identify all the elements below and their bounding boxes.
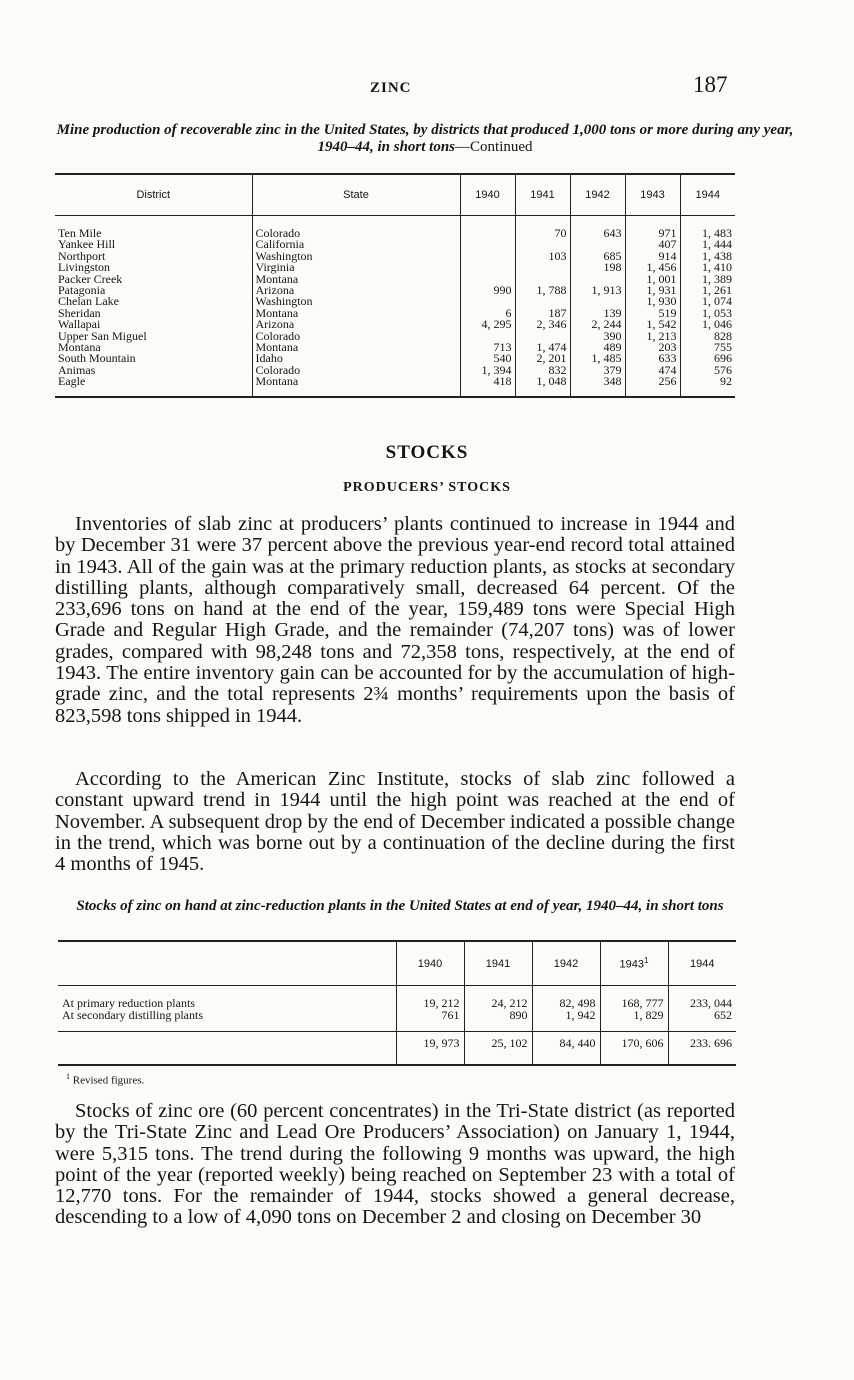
t2-col-1943-footnote-mark: 1 bbox=[644, 956, 649, 966]
value-cell: 643 bbox=[570, 216, 625, 240]
stock-value-cell: 82, 498 bbox=[532, 986, 600, 1010]
table2-body bbox=[58, 986, 736, 1065]
totals-row bbox=[58, 1032, 736, 1065]
value-cell: 187 bbox=[515, 308, 570, 319]
value-cell: 1, 046 bbox=[680, 319, 735, 330]
footnote-text: Revised figures. bbox=[72, 1074, 145, 1087]
value-cell: 914 bbox=[625, 251, 680, 262]
stocks-table bbox=[58, 940, 736, 1066]
t2-col-label bbox=[58, 941, 396, 986]
value-cell: 418 bbox=[460, 376, 515, 396]
value-cell: 971 bbox=[625, 216, 680, 240]
value-cell bbox=[515, 262, 570, 273]
table-row bbox=[55, 251, 735, 262]
stock-value-cell: 1, 942 bbox=[532, 1010, 600, 1032]
table-row bbox=[55, 342, 735, 353]
value-cell: 70 bbox=[515, 216, 570, 240]
value-cell: 1, 788 bbox=[515, 285, 570, 296]
stock-label-cell: At secondary distilling plants bbox=[62, 1007, 203, 1022]
value-cell: 379 bbox=[570, 365, 625, 376]
table1-caption-suffix: —Continued bbox=[455, 139, 533, 155]
value-cell: 990 bbox=[460, 285, 515, 296]
running-head: ZINC bbox=[370, 80, 412, 96]
stock-value-cell: 1, 829 bbox=[600, 1010, 668, 1032]
total-value-cell: 170, 606 bbox=[600, 1032, 668, 1065]
value-cell: 489 bbox=[570, 342, 625, 353]
value-cell: 1, 444 bbox=[680, 239, 735, 250]
stock-value-cell: 761 bbox=[396, 1010, 464, 1032]
value-cell: 348 bbox=[570, 376, 625, 396]
col-1942: 1942 bbox=[570, 174, 625, 216]
state-cell: Idaho bbox=[252, 353, 460, 364]
value-cell: 1, 542 bbox=[625, 319, 680, 330]
value-cell: 92 bbox=[680, 376, 735, 396]
value-cell: 828 bbox=[680, 331, 735, 342]
t2-col-1944: 1944 bbox=[668, 941, 736, 986]
district-cell: South Mountain bbox=[58, 351, 136, 366]
state-cell: Virginia bbox=[252, 262, 460, 273]
t2-col-1941: 1941 bbox=[464, 941, 532, 986]
value-cell: 1, 474 bbox=[515, 342, 570, 353]
producers-stocks-heading: PRODUCERS’ STOCKS bbox=[343, 480, 511, 495]
value-cell: 1, 053 bbox=[680, 308, 735, 319]
table-row bbox=[55, 376, 735, 396]
stock-value-cell: 24, 212 bbox=[464, 986, 532, 1010]
value-cell: 1, 456 bbox=[625, 262, 680, 273]
value-cell: 1, 213 bbox=[625, 331, 680, 342]
value-cell: 1, 389 bbox=[680, 274, 735, 285]
state-cell: Montana bbox=[252, 342, 460, 353]
district-cell: Yankee Hill bbox=[58, 237, 116, 252]
state-cell: Colorado bbox=[252, 331, 460, 342]
value-cell: 1, 410 bbox=[680, 262, 735, 273]
paragraph-inventories: Inventories of slab zinc at producers’ plants continued to increase in 1944 and by December 31 were 37 percent above the previous year-end record total attained in 1943. All of the gain was at the primary reduction plants, as stocks at secondary distilling plants, although comparatively small, decreased 64 percent. Of the 233,696 tons on hand at the end of the year, 159,489 tons were Special High Grade and Regular High Grade, and the remainder (74,207 tons) was of lower grades, compared with 98,248 tons and 72,358 tons, respectively, at the end of 1943. The entire inventory gain can be accounted for by the accumulation of high-grade zinc, and the total represents 2¾ months’ requirements upon the basis of 823,598 tons shipped in 1944. bbox=[55, 513, 735, 727]
value-cell: 198 bbox=[570, 262, 625, 273]
t2-col-1943-label: 1943 bbox=[619, 958, 645, 971]
totals-label-cell bbox=[58, 1032, 396, 1065]
table-row bbox=[55, 331, 735, 342]
t2-col-1943 bbox=[600, 941, 668, 986]
district-cell: Eagle bbox=[58, 374, 86, 389]
t2-col-1940: 1940 bbox=[396, 941, 464, 986]
district-cell: Wallapai bbox=[58, 317, 101, 332]
district-cell: Livingston bbox=[58, 260, 111, 275]
stocks-heading: STOCKS bbox=[385, 442, 469, 463]
table-row bbox=[55, 319, 735, 330]
stock-value-cell: 168, 777 bbox=[600, 986, 668, 1010]
value-cell bbox=[460, 251, 515, 262]
value-cell: 633 bbox=[625, 353, 680, 364]
table-row bbox=[55, 296, 735, 307]
district-cell: Patagonia bbox=[58, 283, 106, 298]
district-cell: Northport bbox=[58, 248, 106, 263]
table1-body bbox=[55, 216, 735, 397]
value-cell: 203 bbox=[625, 342, 680, 353]
col-state: State bbox=[252, 174, 460, 216]
value-cell: 407 bbox=[625, 239, 680, 250]
table-row bbox=[55, 262, 735, 273]
value-cell: 2, 201 bbox=[515, 353, 570, 364]
col-1943: 1943 bbox=[625, 174, 680, 216]
table-row bbox=[58, 1010, 736, 1032]
footnote-mark: 1 bbox=[66, 1072, 70, 1081]
value-cell: 1, 913 bbox=[570, 285, 625, 296]
state-cell: Montana bbox=[252, 274, 460, 285]
total-value-cell: 19, 973 bbox=[396, 1032, 464, 1065]
value-cell: 755 bbox=[680, 342, 735, 353]
table-row bbox=[55, 285, 735, 296]
district-cell: Chelan Lake bbox=[58, 294, 119, 309]
value-cell: 1, 438 bbox=[680, 251, 735, 262]
value-cell: 1, 048 bbox=[515, 376, 570, 396]
col-1944: 1944 bbox=[680, 174, 735, 216]
table2-caption: Stocks of zinc on hand at zinc-reduction plants in the United States at end of year, 1940–44, in short tons bbox=[76, 898, 724, 914]
value-cell: 2, 346 bbox=[515, 319, 570, 330]
state-cell: Washington bbox=[252, 251, 460, 262]
state-cell: Montana bbox=[252, 376, 460, 396]
stock-value-cell: 890 bbox=[464, 1010, 532, 1032]
stock-value-cell: 19, 212 bbox=[396, 986, 464, 1010]
district-production-table bbox=[55, 173, 735, 398]
table1-caption-text: Mine production of recoverable zinc in the United States, by districts that produced 1,000 tons or more during any year, 1940–44, in short tons bbox=[56, 122, 794, 155]
value-cell: 685 bbox=[570, 251, 625, 262]
value-cell: 696 bbox=[680, 353, 735, 364]
table1-header-row bbox=[55, 174, 735, 216]
total-value-cell: 25, 102 bbox=[464, 1032, 532, 1065]
value-cell bbox=[460, 216, 515, 240]
table-row bbox=[55, 216, 735, 240]
col-1940: 1940 bbox=[460, 174, 515, 216]
value-cell: 1, 261 bbox=[680, 285, 735, 296]
table2-footnote bbox=[66, 1072, 144, 1087]
col-district: District bbox=[55, 174, 252, 216]
value-cell: 390 bbox=[570, 331, 625, 342]
page-number: 187 bbox=[693, 72, 728, 97]
value-cell: 256 bbox=[625, 376, 680, 396]
stock-value-cell: 652 bbox=[668, 1010, 736, 1032]
value-cell: 540 bbox=[460, 353, 515, 364]
district-cell: Animas bbox=[58, 362, 96, 377]
table-row bbox=[55, 308, 735, 319]
value-cell: 576 bbox=[680, 365, 735, 376]
table1-caption bbox=[40, 122, 810, 156]
total-value-cell: 84, 440 bbox=[532, 1032, 600, 1065]
value-cell: 519 bbox=[625, 308, 680, 319]
value-cell: 474 bbox=[625, 365, 680, 376]
table-row bbox=[55, 274, 735, 285]
state-cell: Colorado bbox=[252, 216, 460, 240]
district-cell: Upper San Miguel bbox=[58, 328, 147, 343]
value-cell: 1, 930 bbox=[625, 296, 680, 307]
value-cell: 1, 074 bbox=[680, 296, 735, 307]
value-cell: 6 bbox=[460, 308, 515, 319]
state-cell: Arizona bbox=[252, 319, 460, 330]
district-cell: Montana bbox=[58, 340, 101, 355]
district-cell: Ten Mile bbox=[58, 226, 102, 240]
t2-col-1942: 1942 bbox=[532, 941, 600, 986]
stock-label-cell: At primary reduction plants bbox=[62, 996, 195, 1010]
total-value-cell: 233. 696 bbox=[668, 1032, 736, 1065]
table-row bbox=[58, 986, 736, 1010]
value-cell: 1, 394 bbox=[460, 365, 515, 376]
value-cell bbox=[460, 262, 515, 273]
state-cell: Montana bbox=[252, 308, 460, 319]
value-cell: 713 bbox=[460, 342, 515, 353]
state-cell: Colorado bbox=[252, 365, 460, 376]
table2-header-row bbox=[58, 941, 736, 986]
state-cell: California bbox=[252, 239, 460, 250]
value-cell: 139 bbox=[570, 308, 625, 319]
value-cell: 1, 001 bbox=[625, 274, 680, 285]
value-cell: 1, 485 bbox=[570, 353, 625, 364]
col-1941: 1941 bbox=[515, 174, 570, 216]
stock-value-cell: 233, 044 bbox=[668, 986, 736, 1010]
value-cell: 832 bbox=[515, 365, 570, 376]
value-cell: 4, 295 bbox=[460, 319, 515, 330]
value-cell: 2, 244 bbox=[570, 319, 625, 330]
paragraph-tri-state: Stocks of zinc ore (60 percent concentrates) in the Tri-State district (as reported by the Tri-State Zinc and Lead Ore Producers’ Association) on January 1, 1944, were 5,315 tons. The trend during the following 9 months was upward, the high point of the year (reported weekly) being reached on September 23 with a total of 12,770 tons. For the remainder of 1944, stocks showed a general decrease, descending to a low of 4,090 tons on December 2 and closing on December 30 bbox=[55, 1100, 735, 1229]
table-row bbox=[55, 365, 735, 376]
state-cell: Washington bbox=[252, 296, 460, 307]
state-cell: Arizona bbox=[252, 285, 460, 296]
value-cell: 1, 931 bbox=[625, 285, 680, 296]
paragraph-american-zinc-institute: According to the American Zinc Institute, stocks of slab zinc followed a constant upward trend in 1944 until the high point was reached at the end of November. A subsequent drop by the end of December indicated a possible change in the trend, which was borne out by a continuation of the decline during the first 4 months of 1945. bbox=[55, 768, 735, 876]
table-row bbox=[55, 239, 735, 250]
value-cell: 103 bbox=[515, 251, 570, 262]
district-cell: Packer Creek bbox=[58, 271, 123, 286]
district-cell: Sheridan bbox=[58, 305, 101, 320]
value-cell bbox=[460, 239, 515, 250]
table-row bbox=[55, 353, 735, 364]
value-cell: 1, 483 bbox=[680, 216, 735, 240]
